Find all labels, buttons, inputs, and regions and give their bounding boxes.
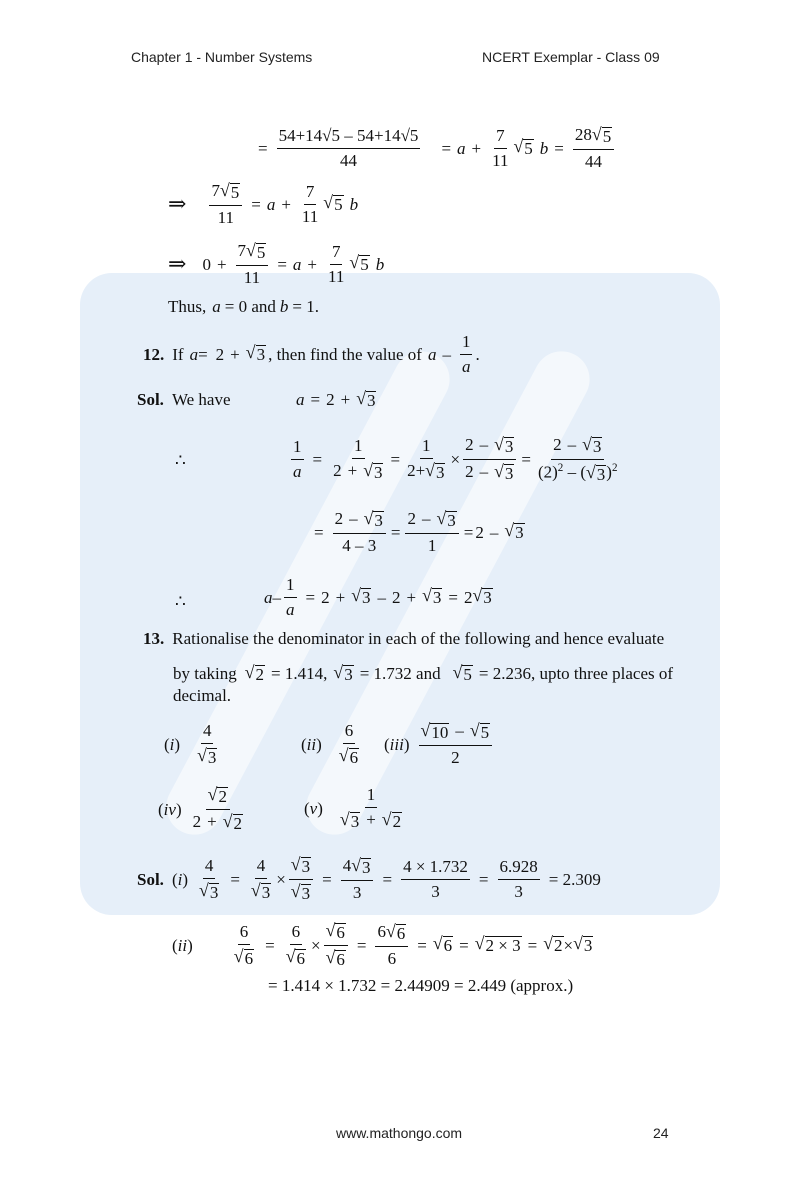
header-book-title: NCERT Exemplar - Class 09: [482, 49, 660, 65]
solution-13-ii: ( ii ) 6 √ 6 = 6 √ 6 × √ 6 √ 6 = 6 √ 6 6 = √ 6 = √ 2 × 3 = √ 2 × √ 3: [172, 920, 593, 969]
thus-line: Thus, a = 0 and b = 1.: [168, 297, 319, 316]
subq-iii: ( iii ) √ 10 – √ 5 2: [384, 722, 495, 767]
therefore-symbol: ∴: [175, 451, 186, 470]
subq-i: ( i ) 4 √ 3: [164, 721, 217, 767]
question-13: 13. Rationalise the denominator in each of the following and hence evaluate: [143, 629, 665, 648]
eq-result-12: a – $\frac{1}{a}$ = 2 + √ 3 – 2 + √ 3 = 2 √ 3: [264, 575, 492, 619]
fraction: $\frac{54+14√5 - 54+14√5}{44}$: [278, 126, 419, 170]
question-13-line3: decimal.: [173, 686, 232, 705]
eq-line-1: = $\frac{54+14√5 - 54+14√5}{44}$ = a + $\frac{7}{11}$ √ 5 b = 28 √ 5 44: [252, 126, 617, 171]
subq-iv: ( iv ) √ 2 2 + √ 2: [158, 784, 243, 833]
solution-13-ii-final: = 1.414 × 1.732 = 2.44909 = 2.449 (approx.): [268, 976, 574, 995]
eq-line-2: ⇒ 7 √ 5 11 = a + $\frac{7}{11}$ √ 5 b: [168, 180, 359, 227]
subq-ii: ( ii ) 6 √ 6: [301, 721, 359, 767]
footer-website: www.mathongo.com: [336, 1125, 463, 1141]
eq-simplify: = 2 – √ 3 4 – 3 = 2 – √ 3 1 = 2 – √ 3: [314, 508, 524, 555]
therefore-symbol-2: ∴: [175, 592, 186, 611]
eq-reciprocal: $\frac{1}{a}$ = 1 2 + √ 3 = 1 2+ √ 3 × 2 – √ 3 2 – √ 3 = 2 – √ 3 $(2)^2$ – ( √ 3 )$^2$: [293, 434, 618, 484]
question-13-line2: by taking √ 2 = 1.414, √ 3 = 1.732 and √ 5 = 2.236, upto three places of: [173, 662, 674, 684]
footer-page-number: 24: [653, 1125, 669, 1141]
question-12: 12. If a = 2 + √ 3 , then find the value of a – $\frac{1}{a}$ .: [143, 332, 480, 376]
header-chapter-title: Chapter 1 - Number Systems: [131, 49, 313, 65]
eq-a-def: a = 2 + √ 3: [296, 388, 376, 410]
subq-v: ( v ) 1 √ 3 + √ 2: [304, 785, 402, 831]
eq-line-3: ⇒ 0 + 7 √ 5 11 = a + $\frac{7}{11}$ √ 5 b: [168, 240, 385, 287]
solution-12-start: Sol. We have: [137, 390, 231, 409]
solution-13-i: Sol. ( i ) 4 √ 3 = 4 √ 3 × √ 3 √ 3 = 4 √ 3 3 = $\frac{4 \times 1.732}{3}$ = $\frac{6.928}{3}$ = 2.309: [137, 854, 601, 903]
